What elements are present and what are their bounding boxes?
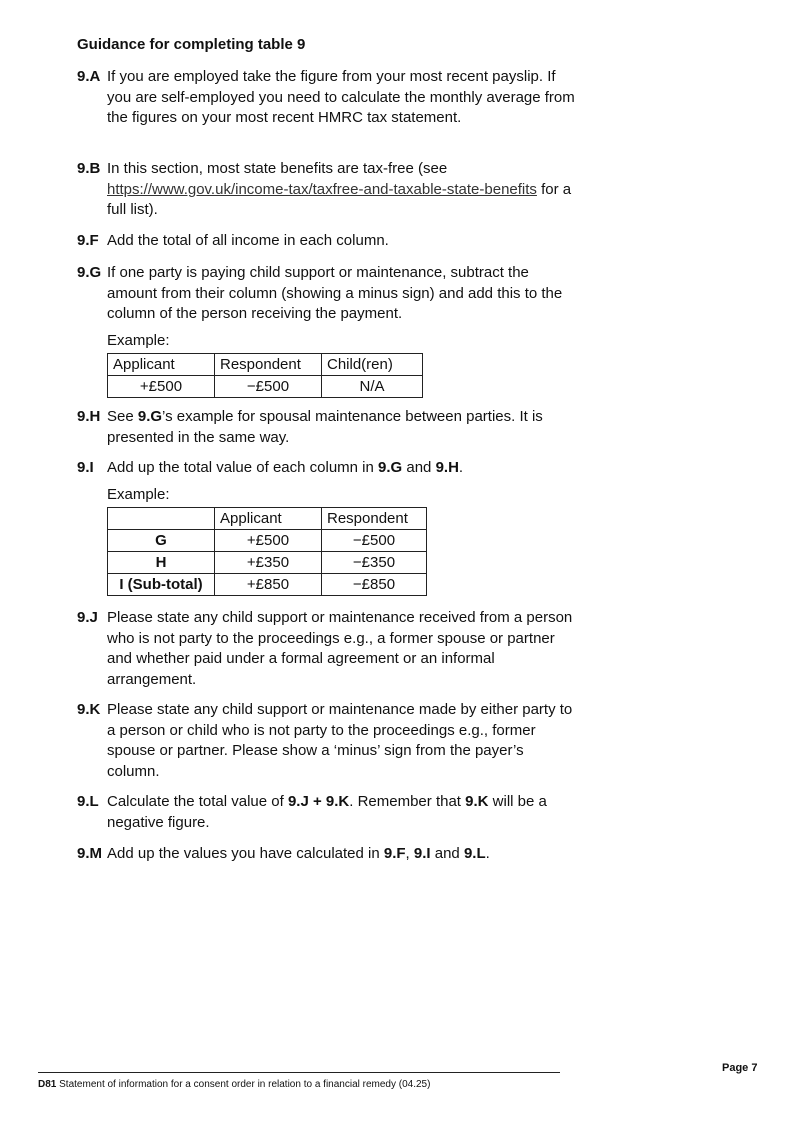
item-text: Add the total of all income in each column.: [107, 232, 389, 249]
table-cell: −£350: [322, 552, 427, 574]
page-title: Guidance for completing table 9: [77, 36, 306, 53]
table-header: Respondent: [322, 508, 427, 530]
table-row: [108, 552, 427, 574]
table-cell: +£500: [108, 376, 215, 398]
item-reference: 9.L: [463, 845, 486, 862]
item-code: 9.J: [77, 609, 98, 626]
item-reference: 9.H: [435, 459, 459, 476]
guidance-item-9i: [77, 458, 577, 596]
text-part: ’s example for spousal maintenance between parties. It is presented in the same way.: [107, 408, 543, 446]
item-text: [107, 159, 577, 221]
table-header: [108, 508, 215, 530]
item-text: [107, 792, 577, 833]
text-part: and: [402, 459, 436, 476]
table-header: Child(ren): [322, 354, 423, 376]
text-part: . Remember that: [349, 793, 466, 810]
text-part: and: [430, 845, 464, 862]
item-text: Please state any child support or maintenance received from a person who is not party to the proceedings e.g., a former spouse or partner and whether paid under a formal agreement or an informal arrangement.: [107, 609, 573, 688]
page-number: Page 7: [722, 1062, 758, 1074]
table-cell: +£350: [215, 552, 322, 574]
item-text: If one party is paying child support or maintenance, subtract the amount from their column (showing a minus sign) and add this to the column of the person receiving the payment.: [107, 264, 563, 322]
text-part: Add up the total value of each column in: [107, 459, 379, 476]
table-header-row: [108, 354, 423, 376]
item-reference: 9.J + 9.K: [287, 793, 350, 810]
guidance-item-9a: [77, 67, 577, 129]
guidance-item-9k: [77, 700, 577, 782]
example-table-9i: [107, 507, 427, 596]
text-part: for a full list).: [107, 180, 572, 218]
text-part: Add up the values you have calculated in: [107, 845, 384, 862]
text-part: .: [485, 845, 490, 862]
table-row: [108, 376, 423, 398]
item-code: 9.I: [77, 459, 94, 476]
guidance-item-9m: [77, 844, 577, 865]
item-body: [107, 263, 577, 398]
item-text: Please state any child support or maintenance made by either party to a person or child who is not party to the proceedings e.g., former spouse or partner. Please show a ‘minus’ sign from the payer’s column.: [107, 701, 573, 780]
item-code: 9.H: [77, 408, 101, 425]
table-header: Respondent: [215, 354, 322, 376]
table-cell: +£500: [215, 530, 322, 552]
table-cell: I (Sub-total): [108, 574, 215, 596]
table-cell: N/A: [322, 376, 423, 398]
text-part: In this section, most state benefits are tax-free (see: [107, 160, 448, 177]
item-code: 9.L: [77, 793, 99, 810]
item-reference: 9.G: [378, 459, 403, 476]
text-part: will be a negative figure.: [107, 793, 547, 831]
text-part: ,: [405, 845, 414, 862]
table-row: [108, 574, 427, 596]
guidance-item-9g: [77, 263, 577, 398]
example-table-9g: [107, 353, 423, 398]
item-code: 9.M: [77, 845, 103, 862]
item-code: 9.G: [77, 264, 102, 281]
table-header: Applicant: [215, 508, 322, 530]
item-code: 9.A: [77, 68, 101, 85]
table-cell: +£850: [215, 574, 322, 596]
table-header: Applicant: [108, 354, 215, 376]
table-header-row: [108, 508, 427, 530]
item-reference: 9.F: [383, 845, 406, 862]
table-cell: −£500: [215, 376, 322, 398]
guidance-item-9f: [77, 231, 577, 252]
table-cell: −£500: [322, 530, 427, 552]
footer-text: [38, 1079, 430, 1090]
item-text: [107, 407, 577, 448]
example-label: Example:: [107, 485, 170, 503]
item-body: [107, 458, 577, 596]
text-part: Calculate the total value of: [107, 793, 288, 810]
footer-divider: [38, 1072, 560, 1073]
item-reference: 9.K: [465, 793, 489, 810]
item-text: [107, 458, 577, 479]
table-cell: G: [108, 530, 215, 552]
guidance-item-9j: [77, 608, 577, 690]
benefits-link[interactable]: https://www.gov.uk/income-tax/taxfree-and-taxable-state-benefits: [107, 180, 537, 198]
item-code: 9.B: [77, 160, 101, 177]
example-label: Example:: [107, 331, 170, 349]
guidance-item-9l: [77, 792, 577, 833]
guidance-item-9b: [77, 159, 577, 221]
guidance-item-9h: [77, 407, 577, 448]
item-code: 9.K: [77, 701, 101, 718]
item-code: 9.F: [77, 232, 99, 249]
table-cell: −£850: [322, 574, 427, 596]
item-reference: 9.I: [413, 845, 431, 862]
form-title: Statement of information for a consent order in relation to a financial remedy (04.25): [56, 1079, 431, 1090]
item-text: [107, 844, 577, 865]
table-row: [108, 530, 427, 552]
item-reference: 9.G: [137, 408, 163, 425]
form-code: D81: [38, 1079, 57, 1090]
text-part: See: [107, 408, 138, 425]
text-part: .: [458, 459, 464, 476]
item-text: If you are employed take the figure from your most recent payslip. If you are self-employed you need to calculate the monthly average from the figures on your most recent HMRC tax statement.: [107, 68, 575, 126]
table-cell: H: [108, 552, 215, 574]
